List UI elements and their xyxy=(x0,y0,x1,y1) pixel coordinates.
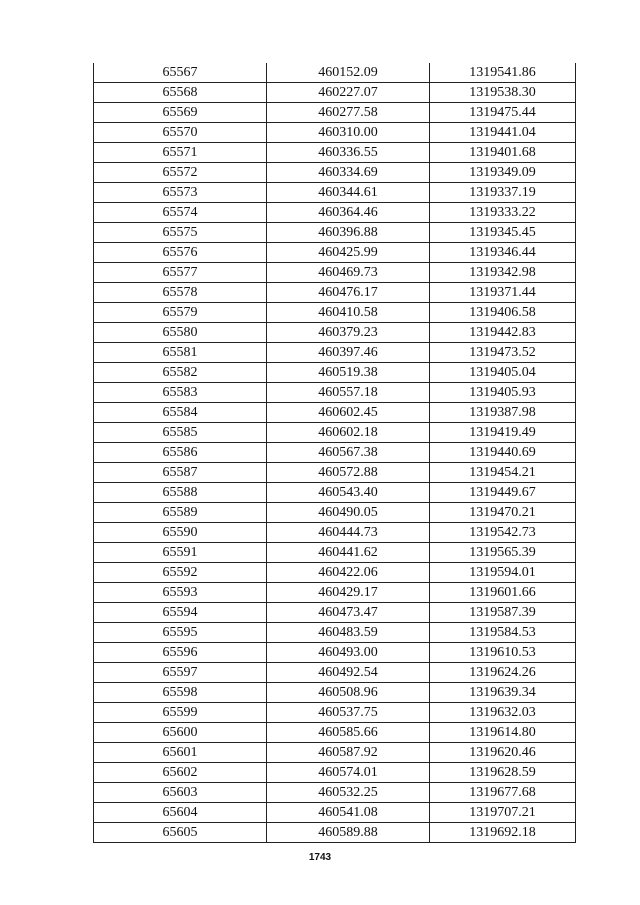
y-coordinate-cell: 1319610.53 xyxy=(430,643,576,663)
x-coordinate-cell: 460543.40 xyxy=(267,483,430,503)
x-coordinate-cell: 460567.38 xyxy=(267,443,430,463)
point-id-cell: 65594 xyxy=(94,603,267,623)
table-row xyxy=(94,683,576,703)
table-row xyxy=(94,183,576,203)
x-coordinate-cell: 460227.07 xyxy=(267,83,430,103)
table-row xyxy=(94,523,576,543)
y-coordinate-cell: 1319342.98 xyxy=(430,263,576,283)
y-coordinate-cell: 1319454.21 xyxy=(430,463,576,483)
table-row xyxy=(94,483,576,503)
y-coordinate-cell: 1319594.01 xyxy=(430,563,576,583)
point-id-cell: 65602 xyxy=(94,763,267,783)
x-coordinate-cell: 460379.23 xyxy=(267,323,430,343)
y-coordinate-cell: 1319707.21 xyxy=(430,803,576,823)
coordinate-table xyxy=(93,63,576,843)
point-id-cell: 65577 xyxy=(94,263,267,283)
x-coordinate-cell: 460364.46 xyxy=(267,203,430,223)
point-id-cell: 65590 xyxy=(94,523,267,543)
y-coordinate-cell: 1319587.39 xyxy=(430,603,576,623)
point-id-cell: 65595 xyxy=(94,623,267,643)
table-row xyxy=(94,403,576,423)
x-coordinate-cell: 460469.73 xyxy=(267,263,430,283)
y-coordinate-cell: 1319470.21 xyxy=(430,503,576,523)
x-coordinate-cell: 460473.47 xyxy=(267,603,430,623)
x-coordinate-cell: 460492.54 xyxy=(267,663,430,683)
table-row xyxy=(94,743,576,763)
point-id-cell: 65578 xyxy=(94,283,267,303)
point-id-cell: 65570 xyxy=(94,123,267,143)
table-row xyxy=(94,443,576,463)
y-coordinate-cell: 1319538.30 xyxy=(430,83,576,103)
point-id-cell: 65588 xyxy=(94,483,267,503)
point-id-cell: 65575 xyxy=(94,223,267,243)
point-id-cell: 65599 xyxy=(94,703,267,723)
y-coordinate-cell: 1319624.26 xyxy=(430,663,576,683)
x-coordinate-cell: 460557.18 xyxy=(267,383,430,403)
table-row xyxy=(94,143,576,163)
y-coordinate-cell: 1319542.73 xyxy=(430,523,576,543)
table-row xyxy=(94,283,576,303)
table-row xyxy=(94,123,576,143)
x-coordinate-cell: 460277.58 xyxy=(267,103,430,123)
x-coordinate-cell: 460519.38 xyxy=(267,363,430,383)
y-coordinate-cell: 1319419.49 xyxy=(430,423,576,443)
y-coordinate-cell: 1319406.58 xyxy=(430,303,576,323)
table-row xyxy=(94,663,576,683)
point-id-cell: 65582 xyxy=(94,363,267,383)
y-coordinate-cell: 1319601.66 xyxy=(430,583,576,603)
table-row xyxy=(94,803,576,823)
page-number: 1743 xyxy=(308,852,332,863)
coordinate-table-body xyxy=(94,63,576,843)
point-id-cell: 65585 xyxy=(94,423,267,443)
x-coordinate-cell: 460602.18 xyxy=(267,423,430,443)
table-row xyxy=(94,643,576,663)
point-id-cell: 65567 xyxy=(94,63,267,83)
table-row xyxy=(94,723,576,743)
x-coordinate-cell: 460572.88 xyxy=(267,463,430,483)
x-coordinate-cell: 460425.99 xyxy=(267,243,430,263)
x-coordinate-cell: 460344.61 xyxy=(267,183,430,203)
y-coordinate-cell: 1319628.59 xyxy=(430,763,576,783)
x-coordinate-cell: 460508.96 xyxy=(267,683,430,703)
x-coordinate-cell: 460574.01 xyxy=(267,763,430,783)
point-id-cell: 65581 xyxy=(94,343,267,363)
point-id-cell: 65600 xyxy=(94,723,267,743)
y-coordinate-cell: 1319565.39 xyxy=(430,543,576,563)
x-coordinate-cell: 460587.92 xyxy=(267,743,430,763)
table-row xyxy=(94,623,576,643)
y-coordinate-cell: 1319632.03 xyxy=(430,703,576,723)
x-coordinate-cell: 460334.69 xyxy=(267,163,430,183)
point-id-cell: 65597 xyxy=(94,663,267,683)
table-row xyxy=(94,423,576,443)
y-coordinate-cell: 1319387.98 xyxy=(430,403,576,423)
x-coordinate-cell: 460310.00 xyxy=(267,123,430,143)
x-coordinate-cell: 460396.88 xyxy=(267,223,430,243)
x-coordinate-cell: 460493.00 xyxy=(267,643,430,663)
x-coordinate-cell: 460490.05 xyxy=(267,503,430,523)
point-id-cell: 65605 xyxy=(94,823,267,843)
x-coordinate-cell: 460152.09 xyxy=(267,63,430,83)
table-row xyxy=(94,563,576,583)
x-coordinate-cell: 460444.73 xyxy=(267,523,430,543)
y-coordinate-cell: 1319620.46 xyxy=(430,743,576,763)
point-id-cell: 65596 xyxy=(94,643,267,663)
point-id-cell: 65568 xyxy=(94,83,267,103)
table-row xyxy=(94,83,576,103)
table-row xyxy=(94,383,576,403)
table-row xyxy=(94,703,576,723)
table-row xyxy=(94,763,576,783)
y-coordinate-cell: 1319349.09 xyxy=(430,163,576,183)
x-coordinate-cell: 460429.17 xyxy=(267,583,430,603)
point-id-cell: 65589 xyxy=(94,503,267,523)
table-row xyxy=(94,823,576,843)
point-id-cell: 65580 xyxy=(94,323,267,343)
table-row xyxy=(94,203,576,223)
y-coordinate-cell: 1319441.04 xyxy=(430,123,576,143)
table-row xyxy=(94,343,576,363)
table-row xyxy=(94,583,576,603)
y-coordinate-cell: 1319692.18 xyxy=(430,823,576,843)
table-row xyxy=(94,543,576,563)
point-id-cell: 65579 xyxy=(94,303,267,323)
y-coordinate-cell: 1319440.69 xyxy=(430,443,576,463)
point-id-cell: 65598 xyxy=(94,683,267,703)
x-coordinate-cell: 460541.08 xyxy=(267,803,430,823)
x-coordinate-cell: 460602.45 xyxy=(267,403,430,423)
y-coordinate-cell: 1319405.93 xyxy=(430,383,576,403)
point-id-cell: 65592 xyxy=(94,563,267,583)
y-coordinate-cell: 1319473.52 xyxy=(430,343,576,363)
y-coordinate-cell: 1319371.44 xyxy=(430,283,576,303)
table-row xyxy=(94,783,576,803)
point-id-cell: 65571 xyxy=(94,143,267,163)
table-row xyxy=(94,263,576,283)
x-coordinate-cell: 460397.46 xyxy=(267,343,430,363)
y-coordinate-cell: 1319614.80 xyxy=(430,723,576,743)
y-coordinate-cell: 1319475.44 xyxy=(430,103,576,123)
table-row xyxy=(94,603,576,623)
y-coordinate-cell: 1319677.68 xyxy=(430,783,576,803)
x-coordinate-cell: 460410.58 xyxy=(267,303,430,323)
x-coordinate-cell: 460476.17 xyxy=(267,283,430,303)
table-row xyxy=(94,363,576,383)
table-row xyxy=(94,63,576,83)
y-coordinate-cell: 1319449.67 xyxy=(430,483,576,503)
point-id-cell: 65576 xyxy=(94,243,267,263)
y-coordinate-cell: 1319337.19 xyxy=(430,183,576,203)
point-id-cell: 65604 xyxy=(94,803,267,823)
table-row xyxy=(94,243,576,263)
x-coordinate-cell: 460589.88 xyxy=(267,823,430,843)
y-coordinate-cell: 1319346.44 xyxy=(430,243,576,263)
x-coordinate-cell: 460585.66 xyxy=(267,723,430,743)
point-id-cell: 65591 xyxy=(94,543,267,563)
y-coordinate-cell: 1319405.04 xyxy=(430,363,576,383)
x-coordinate-cell: 460532.25 xyxy=(267,783,430,803)
table-row xyxy=(94,463,576,483)
point-id-cell: 65583 xyxy=(94,383,267,403)
x-coordinate-cell: 460422.06 xyxy=(267,563,430,583)
y-coordinate-cell: 1319639.34 xyxy=(430,683,576,703)
point-id-cell: 65572 xyxy=(94,163,267,183)
table-row xyxy=(94,303,576,323)
x-coordinate-cell: 460483.59 xyxy=(267,623,430,643)
table-row xyxy=(94,323,576,343)
point-id-cell: 65574 xyxy=(94,203,267,223)
y-coordinate-cell: 1319584.53 xyxy=(430,623,576,643)
point-id-cell: 65573 xyxy=(94,183,267,203)
y-coordinate-cell: 1319541.86 xyxy=(430,63,576,83)
point-id-cell: 65593 xyxy=(94,583,267,603)
table-row xyxy=(94,103,576,123)
point-id-cell: 65569 xyxy=(94,103,267,123)
y-coordinate-cell: 1319345.45 xyxy=(430,223,576,243)
point-id-cell: 65601 xyxy=(94,743,267,763)
point-id-cell: 65587 xyxy=(94,463,267,483)
table-row xyxy=(94,223,576,243)
point-id-cell: 65584 xyxy=(94,403,267,423)
y-coordinate-cell: 1319333.22 xyxy=(430,203,576,223)
point-id-cell: 65586 xyxy=(94,443,267,463)
y-coordinate-cell: 1319401.68 xyxy=(430,143,576,163)
x-coordinate-cell: 460537.75 xyxy=(267,703,430,723)
point-id-cell: 65603 xyxy=(94,783,267,803)
table-row xyxy=(94,503,576,523)
y-coordinate-cell: 1319442.83 xyxy=(430,323,576,343)
table-row xyxy=(94,163,576,183)
x-coordinate-cell: 460441.62 xyxy=(267,543,430,563)
x-coordinate-cell: 460336.55 xyxy=(267,143,430,163)
